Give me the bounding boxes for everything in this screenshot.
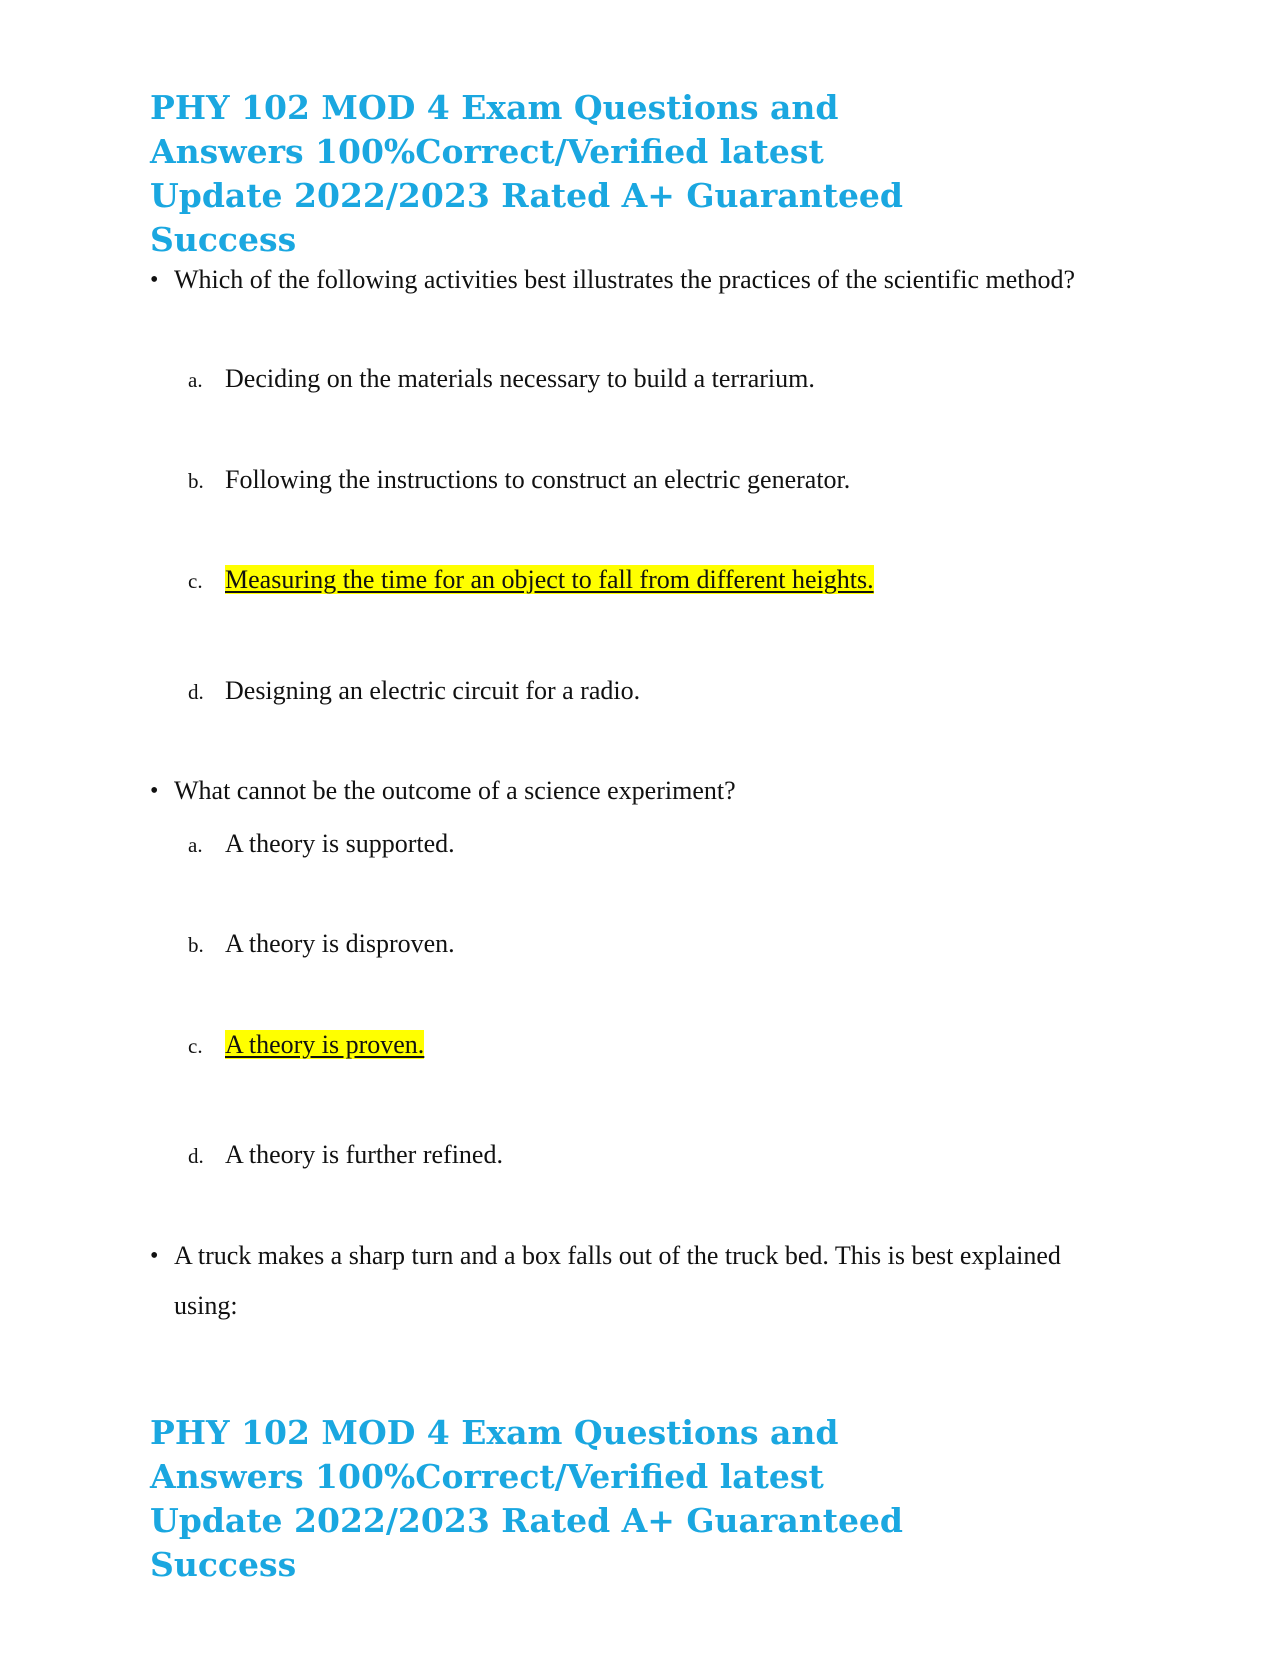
- question-3: [150, 1231, 1110, 1331]
- option-text: Designing an electric circuit for a radio.: [225, 676, 641, 705]
- title-line: PHY 102 MOD 4 Exam Questions and: [150, 88, 839, 127]
- question-2: [150, 766, 1110, 816]
- bullet-icon: •: [150, 1243, 159, 1269]
- option-2d: [188, 1138, 503, 1173]
- option-2a: [188, 827, 455, 862]
- question-text: Which of the following activities best illustrates the practices of the scientific method?: [174, 265, 1076, 294]
- option-letter: b.: [188, 933, 204, 957]
- option-1d: [188, 674, 640, 709]
- question-text: A truck makes a sharp turn and a box falls out of the truck bed. This is best explained using:: [174, 1241, 1061, 1320]
- title-line: Update 2022/2023 Rated A+ Guaranteed: [150, 176, 904, 215]
- correct-answer-highlight: Measuring the time for an object to fall from different heights.: [225, 565, 874, 594]
- option-letter: c.: [188, 569, 203, 593]
- option-1c: [188, 563, 874, 598]
- option-text: A theory is disproven.: [225, 929, 455, 958]
- title-line: PHY 102 MOD 4 Exam Questions and: [150, 1413, 839, 1452]
- option-text: A theory is supported.: [225, 829, 455, 858]
- option-letter: a.: [188, 368, 203, 392]
- option-letter: d.: [188, 1144, 204, 1168]
- option-text: Following the instructions to construct an electric generator.: [225, 465, 851, 494]
- option-2c: [188, 1028, 424, 1063]
- question-1: [150, 255, 1110, 305]
- option-letter: a.: [188, 833, 203, 857]
- option-1b: [188, 463, 850, 498]
- title-line: Success: [150, 1545, 297, 1584]
- option-2b: [188, 927, 455, 962]
- title-line: Answers 100%Correct/Verified latest: [150, 132, 824, 171]
- option-text: A theory is further refined.: [225, 1140, 503, 1169]
- title-line: Update 2022/2023 Rated A+ Guaranteed: [150, 1501, 904, 1540]
- option-text: Deciding on the materials necessary to build a terrarium.: [225, 364, 815, 393]
- document-title: [150, 86, 910, 262]
- option-letter: c.: [188, 1034, 203, 1058]
- option-1a: [188, 362, 815, 397]
- document-title-repeat: [150, 1411, 910, 1587]
- bullet-icon: •: [150, 778, 159, 804]
- bullet-icon: •: [150, 267, 159, 293]
- option-letter: b.: [188, 469, 204, 493]
- question-text: What cannot be the outcome of a science experiment?: [174, 776, 736, 805]
- title-line: Answers 100%Correct/Verified latest: [150, 1457, 824, 1496]
- correct-answer-highlight: A theory is proven.: [225, 1030, 425, 1059]
- title-line: Success: [150, 220, 297, 259]
- option-letter: d.: [188, 680, 204, 704]
